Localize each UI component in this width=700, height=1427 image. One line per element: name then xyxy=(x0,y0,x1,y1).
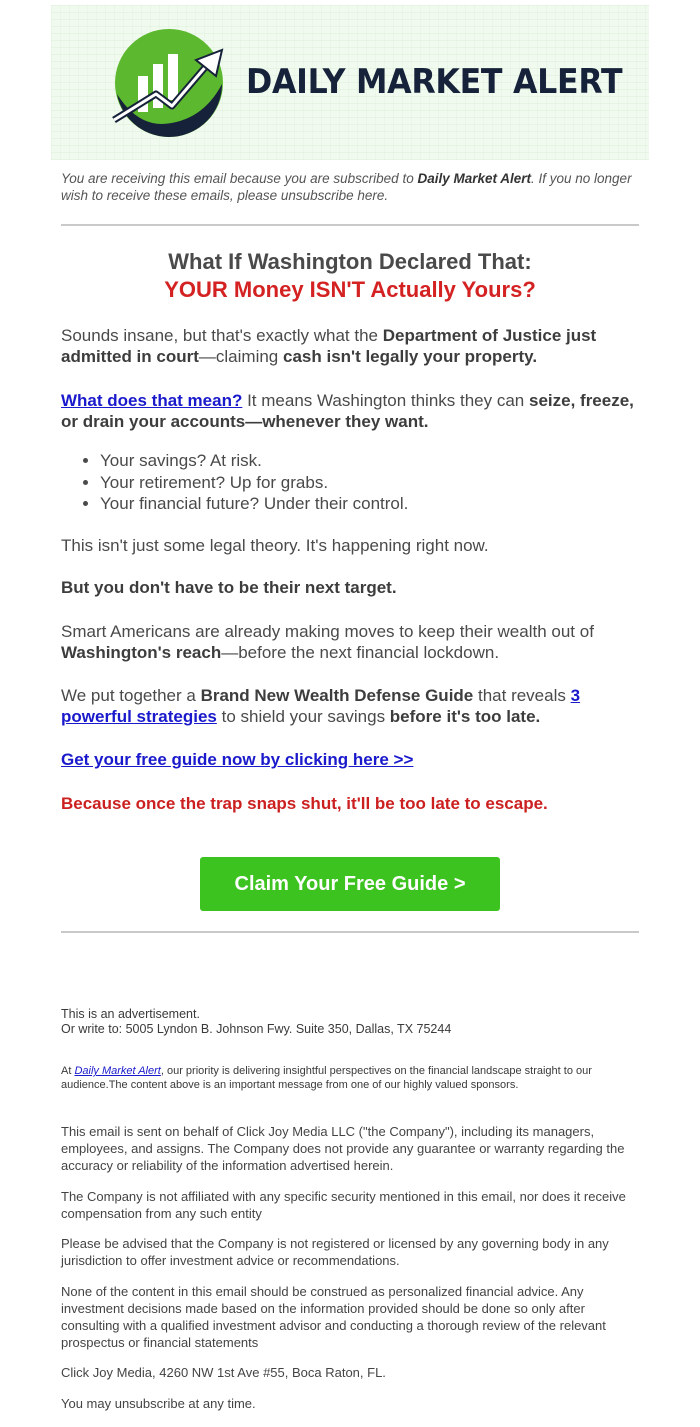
list-item: • Your savings? At risk. xyxy=(100,450,660,472)
what-does-that-mean-link[interactable]: What does that mean? xyxy=(61,391,243,410)
unsubscribe-notice: You may unsubscribe at any time. xyxy=(61,1396,256,1411)
sponsor-note-suffix: , our priority is delivering insightful perspectives on the financial landscape straight to our audience.The content above is an important message from one of our highly valued sponsors. xyxy=(61,1065,592,1091)
divider-bottom xyxy=(61,931,639,933)
list-item: • Your retirement? Up for grabs. xyxy=(100,472,660,494)
paragraph-free-guide-link xyxy=(61,749,639,770)
p6-bold-1: Brand New Wealth Defense Guide xyxy=(200,686,474,705)
daily-market-alert-link[interactable]: Daily Market Alert xyxy=(74,1065,161,1077)
list-item: • Your financial future? Under their control. xyxy=(100,493,660,515)
mailing-address: Or write to: 5005 Lyndon B. Johnson Fwy. Suite 350, Dallas, TX 75244 xyxy=(61,1021,452,1036)
p6-text-3: to shield your savings xyxy=(216,707,390,726)
free-guide-link[interactable]: Get your free guide now by clicking here >> xyxy=(61,750,414,769)
legal-disclaimer-2: The Company is not affiliated with any specific security mentioned in this email, nor does it receive compensation from any such entity xyxy=(61,1189,626,1221)
p6-bold-2: before it's too late. xyxy=(389,707,541,726)
legal-disclaimer-1: This email is sent on behalf of Click Joy Media LLC ("the Company"), including its managers, employees, and assigns. The Company does not provide any guarantee or warranty regarding the accuracy or reliability of the information advertised herein. xyxy=(61,1124,625,1173)
headline-line-1: What If Washington Declared That: xyxy=(168,249,532,274)
sponsor-note-prefix: At xyxy=(61,1065,75,1077)
divider-top xyxy=(61,224,639,226)
subscription-notice xyxy=(61,170,639,204)
advertisement-notice: This is an advertisement. xyxy=(61,1007,200,1021)
paragraph-guide xyxy=(61,685,639,727)
rising-bars-arrow-logo-icon xyxy=(110,24,228,142)
subscription-notice-brand: Daily Market Alert xyxy=(417,171,531,186)
headline xyxy=(61,248,639,304)
warning-text: Because once the trap snaps shut, it'll be too late to escape. xyxy=(61,794,548,813)
headline-line-2: YOUR Money ISN'T Actually Yours? xyxy=(164,277,536,302)
paragraph-doj xyxy=(61,325,639,367)
p6-text-2: that reveals xyxy=(473,686,571,705)
claim-free-guide-button[interactable]: Claim Your Free Guide > xyxy=(200,857,500,911)
sponsor-note xyxy=(61,1065,641,1092)
p5-text-1: Smart Americans are already making moves to keep their wealth out of xyxy=(61,622,594,641)
subscription-notice-prefix: You are receiving this email because you are subscribed to xyxy=(61,171,418,186)
legal-disclaimer-4: None of the content in this email should be construed as personalized financial advice. Any investment decisions made based on the information provided should be done so only after consulting with a qualified investment advisor and conducting a thorough review of the relevant prospectus or financial statements xyxy=(61,1284,606,1350)
paragraph-meaning xyxy=(61,390,639,432)
brand-logo-text: DAILY MARKET ALERT xyxy=(246,62,623,102)
p1-bold-2: cash isn't legally your property. xyxy=(283,347,538,366)
p2-bold-1: seize, freeze, or drain your accounts—whenever they want. xyxy=(61,391,634,431)
p6-text-1: We put together a xyxy=(61,686,201,705)
p5-text-2: —before the next financial lockdown. xyxy=(221,643,500,662)
paragraph-smart-americans xyxy=(61,621,639,663)
subscription-notice-suffix[interactable]: . If you no longer wish to receive these emails, please unsubscribe here. xyxy=(61,171,632,203)
p1-text-1: Sounds insane, but that's exactly what the xyxy=(61,326,383,345)
p2-text-1: It means Washington thinks they can xyxy=(242,391,529,410)
p1-text-2: —claiming xyxy=(198,347,283,366)
company-address: Click Joy Media, 4260 NW 1st Ave #55, Boca Raton, FL. xyxy=(61,1365,386,1380)
p5-bold-1: Washington's reach xyxy=(61,643,222,662)
powerful-strategies-link[interactable]: 3 powerful strategies xyxy=(61,686,581,726)
legal-disclaimer-3: Please be advised that the Company is not registered or licensed by any governing body in any jurisdiction to offer investment advice or recommendations. xyxy=(61,1236,609,1268)
paragraph-next-target: But you don't have to be their next target. xyxy=(61,578,397,597)
footer-ad-notice xyxy=(61,1007,641,1036)
paragraph-legal-theory: This isn't just some legal theory. It's happening right now. xyxy=(61,536,489,555)
p1-bold-1: Department of Justice just admitted in court xyxy=(61,326,597,366)
risk-bullet-list xyxy=(61,450,660,515)
